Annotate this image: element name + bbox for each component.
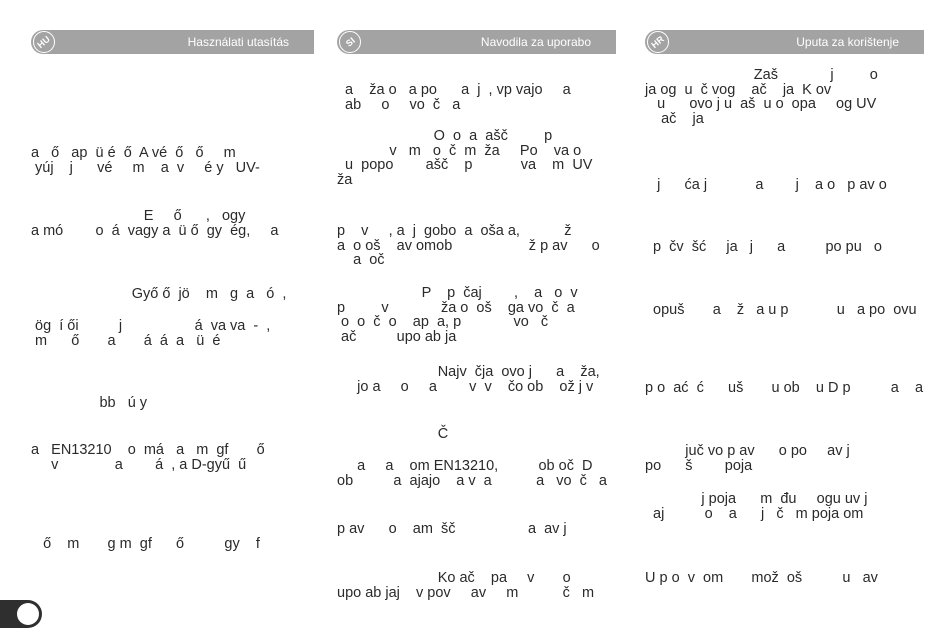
hu-paragraph-4: ög í ői j á va va - , m ő a á á a ü é — [35, 318, 271, 349]
hr-paragraph-4: opuš a ž a u p u a po ovu — [645, 302, 917, 318]
hr-paragraph-7: j poja m đu ogu uv j aj o a j č m poja om — [653, 491, 868, 522]
si-paragraph-9: Ko ač pa v o upo ab jaj v pov av m č m — [337, 570, 595, 601]
si-paragraph-7: a a om EN13210, ob oč D ob a ajajo a v a a vo č a — [337, 458, 607, 489]
hu-paragraph-3: Győ ő jö m g a ó , — [31, 286, 287, 302]
hr-paragraph-1: Zaš j o ja og u č vog ač ja K ov u ovo j u aš u o opa og UV ač ja — [645, 67, 878, 127]
hu-paragraph-6: a EN13210 o má a m gf ő v a á , a D-gyű ű — [31, 442, 265, 473]
hu-paragraph-1: a ő ap ü é ő A vé ő ő m yúj j vé m a v é y UV- — [31, 145, 260, 176]
hu-paragraph-5: bb ú y — [31, 395, 148, 411]
language-badge-hu: HU — [33, 31, 55, 53]
hu-paragraph-2: E ő , ogy a mó o á vagy a ü ő gy ég, a — [31, 208, 279, 239]
hr-paragraph-3: p čv šć ja j a po pu o — [645, 239, 882, 255]
header-hu — [31, 30, 314, 54]
header-title-si: Navodila za uporabo — [480, 35, 591, 49]
header-title-hu: Használati utasítás — [187, 35, 289, 49]
si-paragraph-5: Najv čja ovo j a ža, jo a o a v v čo ob ož j v — [357, 364, 600, 395]
si-paragraph-6: Č — [337, 426, 449, 442]
si-paragraph-4: P p čaj , a o v p v ža o oš ga vo č a o o č o ap a, p vo č ač upo ab ja — [337, 285, 578, 345]
si-paragraph-1: a ža o a po a j , vp vajo a ab o vo č a — [345, 82, 571, 113]
hr-paragraph-5: p o ać ć uš u ob u D p a a — [645, 380, 924, 396]
si-paragraph-2: O o a ašč p v m o č m ža Po va o u popo ašč p va m UV ža — [337, 128, 593, 188]
hr-paragraph-2: j ća j a j a o p av o — [645, 177, 887, 193]
header-title-hr: Uputa za korištenje — [796, 35, 899, 49]
language-badge-si: SI — [339, 31, 361, 53]
si-paragraph-8: p av o am šč a av j — [337, 521, 567, 537]
si-paragraph-3: p v , a j gobo a oša a, ž a o oš av omob ž p av o a oč — [337, 223, 600, 268]
header-hr — [645, 30, 924, 54]
hu-paragraph-7: ő m g m gf ő gy f — [31, 536, 260, 552]
language-badge-hr: HR — [647, 31, 669, 53]
page-tab-decoration — [0, 600, 42, 628]
page-tab-knob — [17, 603, 39, 625]
hr-paragraph-8: U p o v om mož oš u av — [645, 570, 878, 586]
hr-paragraph-6: juč vo p av o po av j po š poja — [645, 443, 850, 474]
header-si — [337, 30, 616, 54]
